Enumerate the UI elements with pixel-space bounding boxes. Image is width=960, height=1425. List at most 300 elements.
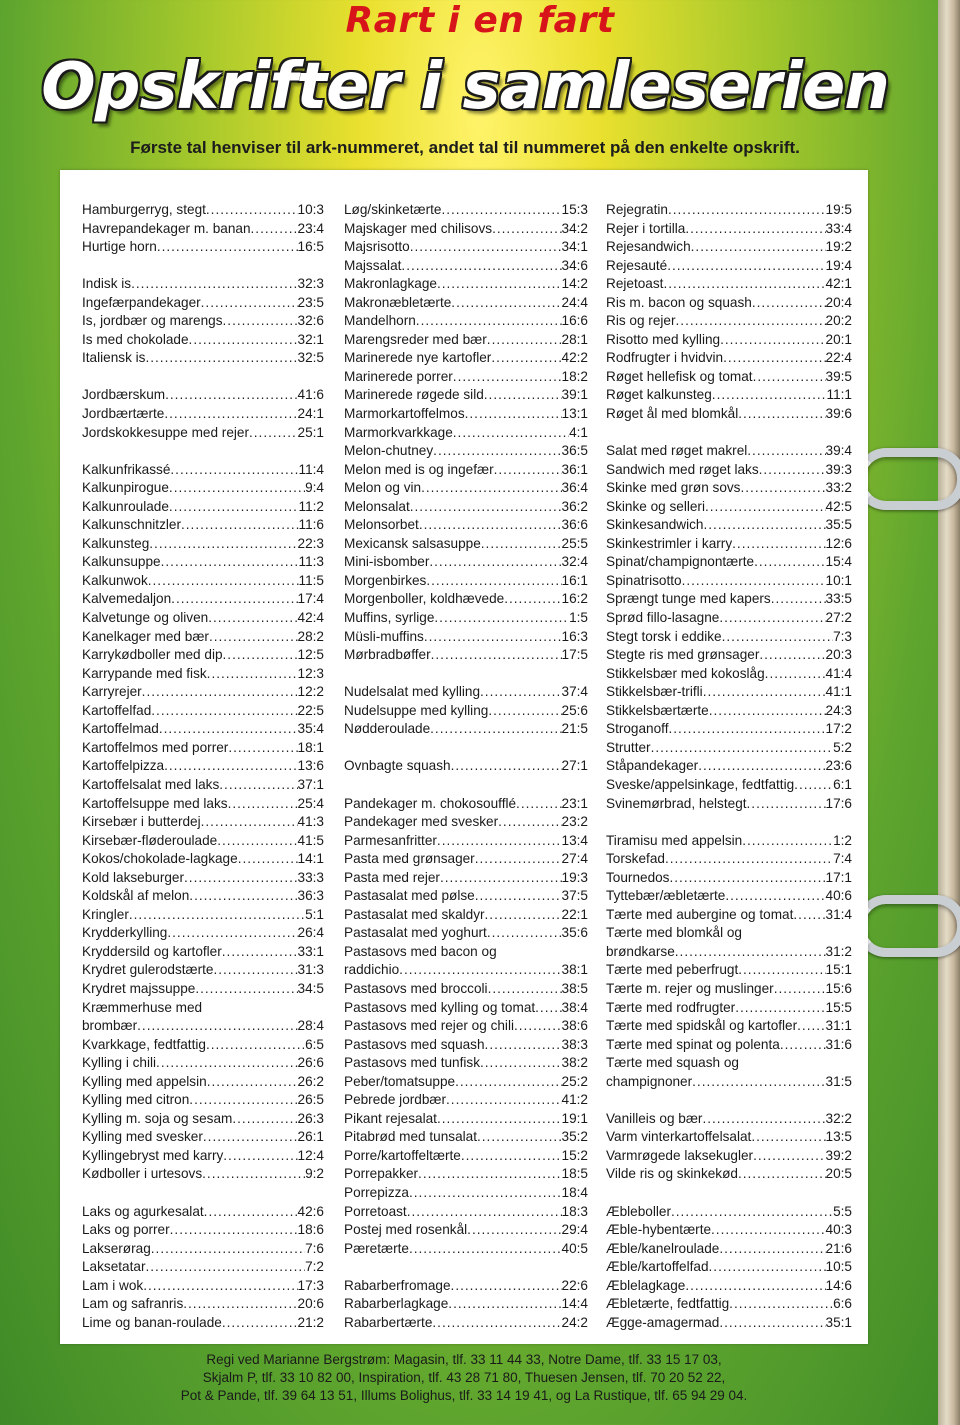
recipe-entry — [82, 1315, 324, 1334]
recipe-reference: 40:3 — [825, 1222, 852, 1238]
dot-leader — [754, 554, 825, 569]
recipe-reference: 18:6 — [297, 1222, 324, 1238]
recipe-name: Postej med rosenkål — [344, 1222, 468, 1238]
recipe-entry — [344, 851, 588, 870]
recipe-reference: 1:2 — [833, 832, 852, 848]
recipe-name: Svinemørbrad, helstegt — [606, 795, 747, 811]
dot-leader — [145, 350, 297, 365]
recipe-entry — [82, 962, 324, 981]
recipe-name: Kylling i chili — [82, 1055, 157, 1071]
recipe-entry — [344, 387, 588, 406]
dot-leader — [725, 888, 825, 903]
dot-leader — [183, 1296, 297, 1311]
dot-leader — [424, 629, 562, 644]
recipe-name: Melon med is og ingefær — [344, 461, 494, 477]
binder-ring-lower — [856, 895, 960, 957]
recipe-reference: 29:4 — [561, 1222, 588, 1238]
recipe-entry — [344, 1129, 588, 1148]
dot-leader — [477, 1129, 562, 1144]
recipe-name: Vilde ris og skinkekød — [606, 1166, 738, 1182]
dot-leader — [685, 1278, 825, 1293]
recipe-reference: 7:6 — [305, 1240, 324, 1256]
recipe-name: Varm vinterkartoffelsalat — [606, 1129, 752, 1145]
dot-leader — [742, 833, 833, 848]
recipe-name: Kalkunroulade — [82, 498, 169, 514]
dot-leader — [774, 981, 826, 996]
recipe-entry — [606, 443, 852, 462]
recipe-reference: 32:3 — [297, 276, 324, 292]
recipe-entry — [344, 962, 588, 981]
dot-leader — [455, 1074, 561, 1089]
recipe-reference: 40:6 — [825, 888, 852, 904]
dot-leader — [171, 591, 297, 606]
recipe-name: Parmesanfritter — [344, 832, 437, 848]
dot-leader — [432, 1315, 561, 1330]
recipe-name: Kartoffelfad — [82, 702, 152, 718]
recipe-name: Jordbærtærte — [82, 406, 165, 422]
recipe-name: Pasta med grønsager — [344, 851, 475, 867]
recipe-name: Melon og vin — [344, 480, 422, 496]
recipe-reference: 21:5 — [561, 721, 588, 737]
recipe-name: Pastasalat med skaldyr — [344, 906, 485, 922]
recipe-entry — [344, 610, 588, 629]
recipe-entry — [82, 1000, 324, 1019]
dot-leader — [407, 1204, 562, 1219]
recipe-name: Pikant rejesalat — [344, 1110, 437, 1126]
recipe-name: Rabarberfromage — [344, 1277, 451, 1293]
recipe-reference: 36:5 — [561, 443, 588, 459]
dot-leader — [729, 1296, 833, 1311]
recipe-reference: 34:6 — [561, 257, 588, 273]
recipe-name: Tiramisu med appelsin — [606, 832, 743, 848]
recipe-reference: 31:5 — [825, 1073, 852, 1089]
dot-leader — [410, 499, 562, 514]
recipe-reference: 32:5 — [297, 350, 324, 366]
dot-leader — [481, 536, 562, 551]
recipe-entry — [82, 406, 324, 425]
recipe-name: Karrypande med fisk — [82, 665, 207, 681]
recipe-reference: 19:3 — [561, 869, 588, 885]
dot-leader — [494, 462, 562, 477]
recipe-reference: 5:5 — [833, 1203, 852, 1219]
recipe-name: Nudelsuppe med kylling — [344, 702, 489, 718]
recipe-reference: 20:5 — [825, 1166, 852, 1182]
recipe-entry — [344, 1241, 588, 1260]
recipe-reference: 33:5 — [825, 591, 852, 607]
recipe-entry — [344, 721, 588, 740]
dot-leader — [753, 369, 826, 384]
recipe-reference: 31:1 — [825, 1018, 852, 1034]
recipe-reference: 9:2 — [305, 1166, 324, 1182]
recipe-reference: 22:5 — [297, 702, 324, 718]
recipe-name: Tærte med aubergine og tomat — [606, 906, 794, 922]
recipe-name: Stikkelsbærtærte — [606, 702, 709, 718]
recipe-name: Kartoffelsuppe med laks — [82, 795, 228, 811]
recipe-name: Æble/kartoffelfad — [606, 1259, 709, 1275]
recipe-reference: 14:6 — [825, 1277, 852, 1293]
recipe-entry — [82, 554, 324, 573]
dot-leader — [167, 925, 297, 940]
dot-leader — [159, 721, 298, 736]
recipe-name: Stegte ris med grønsager — [606, 647, 760, 663]
section-gap — [606, 425, 852, 444]
recipe-name: Lakserørag — [82, 1240, 151, 1256]
dot-leader — [161, 554, 299, 569]
dot-leader — [738, 406, 825, 421]
recipe-name: Rejetoast — [606, 276, 664, 292]
recipe-entry — [606, 796, 852, 815]
recipe-entry — [344, 981, 588, 1000]
recipe-entry — [344, 480, 588, 499]
recipe-reference: 26:3 — [297, 1110, 324, 1126]
dot-leader — [665, 851, 833, 866]
recipe-name: Stikkelsbær-trifli — [606, 684, 703, 700]
recipe-name: Kryddersild og kartofler — [82, 943, 222, 959]
recipe-entry — [344, 1055, 588, 1074]
recipe-reference: 39:3 — [825, 461, 852, 477]
recipe-name: Ris m. bacon og squash — [606, 294, 752, 310]
recipe-reference: 23:1 — [561, 795, 588, 811]
recipe-name: Pandekager med svesker — [344, 814, 499, 830]
dot-leader — [170, 462, 298, 477]
recipe-name: Kylling med appelsin — [82, 1073, 207, 1089]
dot-leader — [498, 814, 561, 829]
binder-ring-upper — [856, 448, 960, 510]
recipe-reference: 13:5 — [825, 1129, 852, 1145]
recipe-reference: 32:2 — [825, 1110, 852, 1126]
dot-leader — [453, 425, 569, 440]
recipe-entry — [82, 1222, 324, 1241]
recipe-name: Majssalat — [344, 257, 402, 273]
recipe-reference: 14:1 — [297, 851, 324, 867]
recipe-entry — [606, 629, 852, 648]
recipe-name: Marinerede porrer — [344, 368, 453, 384]
recipe-name: Kartoffelmad — [82, 721, 159, 737]
recipe-reference: 33:2 — [825, 480, 852, 496]
recipe-name: Marmorkvarkkage — [344, 424, 453, 440]
recipe-reference: 39:6 — [825, 406, 852, 422]
section-gap — [344, 666, 588, 685]
recipe-entry — [344, 1296, 588, 1315]
section-gap — [82, 443, 324, 462]
dot-leader — [437, 1111, 562, 1126]
recipe-entry — [344, 647, 588, 666]
recipe-entry — [82, 907, 324, 926]
recipe-entry — [606, 740, 852, 759]
recipe-entry — [82, 239, 324, 258]
recipe-entry — [344, 1204, 588, 1223]
recipe-entry — [606, 202, 852, 221]
dot-leader — [208, 610, 297, 625]
recipe-entry — [344, 295, 588, 314]
recipe-reference: 11:5 — [298, 572, 324, 588]
recipe-reference: 41:2 — [561, 1092, 588, 1108]
recipe-name: Løg/skinketærte — [344, 202, 442, 217]
recipe-name: Sprængt tunge med kapers — [606, 591, 771, 607]
dot-leader — [709, 703, 826, 718]
dot-leader — [771, 591, 826, 606]
recipe-entry — [82, 888, 324, 907]
recipe-name: Rabarbertærte — [344, 1314, 433, 1330]
recipe-name: Tærte med blomkål og — [606, 925, 742, 941]
recipe-reference: 6:5 — [305, 1036, 324, 1052]
recipe-reference: 38:1 — [561, 962, 588, 978]
recipe-name: Porrepakker — [344, 1166, 419, 1182]
recipe-entry — [344, 517, 588, 536]
recipe-entry — [344, 221, 588, 240]
recipe-reference: 16:1 — [561, 572, 588, 588]
dot-leader — [206, 1037, 305, 1052]
dot-leader — [492, 221, 561, 236]
recipe-entry — [606, 462, 852, 481]
recipe-name: Kalkunsteg — [82, 535, 150, 551]
recipe-entry — [344, 1278, 588, 1297]
recipe-entry — [344, 332, 588, 351]
recipe-name: Laksetatar — [82, 1259, 146, 1275]
recipe-reference: 39:2 — [825, 1147, 852, 1163]
recipe-reference: 5:1 — [305, 906, 324, 922]
dot-leader — [409, 1185, 562, 1200]
recipe-name: Makronæbletærte — [344, 294, 452, 310]
recipe-name: Tærte med spidskål og kartofler — [606, 1018, 798, 1034]
recipe-reference: 26:2 — [297, 1073, 324, 1089]
recipe-reference: 20:2 — [825, 313, 852, 329]
recipe-name: Karrykødboller med dip — [82, 647, 223, 663]
recipe-reference: 19:4 — [825, 257, 852, 273]
recipe-entry — [606, 517, 852, 536]
recipe-entry — [82, 332, 324, 351]
recipe-entry — [82, 536, 324, 555]
recipe-name: Marinerede røgede sild — [344, 387, 484, 403]
recipe-reference: 42:2 — [561, 350, 588, 366]
recipe-name: Skinke med grøn sovs — [606, 480, 741, 496]
dot-leader — [433, 443, 561, 458]
dot-leader — [419, 517, 562, 532]
recipe-reference: 13:6 — [297, 758, 324, 774]
dot-leader — [409, 1241, 562, 1256]
recipe-name: Rejer i tortilla — [606, 220, 686, 236]
dot-leader — [752, 295, 826, 310]
dot-leader — [484, 387, 562, 402]
recipe-entry — [606, 610, 852, 629]
recipe-name: Æbleboller — [606, 1203, 671, 1219]
recipe-reference: 28:4 — [297, 1018, 324, 1034]
recipe-name: Kylling med citron — [82, 1092, 190, 1108]
recipe-entry — [344, 406, 588, 425]
recipe-reference: 17:1 — [825, 869, 852, 885]
recipe-reference: 25:4 — [297, 795, 324, 811]
recipe-entry — [606, 1259, 852, 1278]
dot-leader — [735, 1000, 825, 1015]
recipe-name: Stikkelsbær med kokoslåg — [606, 665, 765, 681]
recipe-entry — [606, 332, 852, 351]
dot-leader — [702, 1111, 825, 1126]
recipe-entry — [606, 1074, 852, 1093]
dot-leader — [663, 276, 825, 291]
recipe-reference: 42:5 — [825, 498, 852, 514]
recipe-reference: 14:4 — [561, 1296, 588, 1312]
index-column-2 — [344, 202, 588, 1333]
recipe-entry — [82, 221, 324, 240]
recipe-entry — [606, 703, 852, 722]
recipe-reference: 12:5 — [297, 647, 324, 663]
recipe-name: Rejesauté — [606, 257, 668, 273]
recipe-name: Ovnbagte squash — [344, 758, 451, 774]
recipe-name: Ingefærpandekager — [82, 294, 201, 310]
recipe-entry — [82, 480, 324, 499]
recipe-entry — [344, 1315, 588, 1334]
recipe-entry — [344, 684, 588, 703]
dot-leader — [747, 796, 826, 811]
dot-leader — [491, 350, 561, 365]
dot-leader — [719, 1241, 825, 1256]
recipe-name: Laks og agurkesalat — [82, 1203, 204, 1219]
recipe-reference: 20:6 — [297, 1296, 324, 1312]
recipe-reference: 31:4 — [825, 906, 852, 922]
recipe-name: Marengsreder med bær — [344, 331, 487, 347]
recipe-reference: 35:4 — [297, 721, 324, 737]
recipe-entry — [606, 499, 852, 518]
recipe-reference: 18:1 — [297, 739, 324, 755]
recipe-reference: 32:6 — [297, 313, 324, 329]
recipe-name: Torskefad — [606, 851, 665, 867]
recipe-reference: 6:6 — [833, 1296, 852, 1312]
recipe-reference: 19:5 — [825, 202, 852, 217]
recipe-reference: 36:6 — [561, 517, 588, 533]
dot-leader — [682, 573, 826, 588]
index-column-3 — [606, 202, 852, 1333]
recipe-entry — [606, 480, 852, 499]
recipe-name: Kalvemedaljon — [82, 591, 172, 607]
recipe-name: Makronlagkage — [344, 276, 437, 292]
recipe-name: Kylling med svesker — [82, 1129, 203, 1145]
recipe-name: Risotto med kylling — [606, 331, 721, 347]
recipe-name: Melon-chutney — [344, 443, 434, 459]
recipe-name: Æbletærte, fedtfattig — [606, 1296, 730, 1312]
recipe-name: Pastasalat med yoghurt — [344, 925, 487, 941]
recipe-name: Kirsebær i butterdej — [82, 814, 201, 830]
recipe-reference: 12:6 — [825, 535, 852, 551]
recipe-entry — [606, 758, 852, 777]
recipe-reference: 17:5 — [561, 647, 588, 663]
recipe-entry — [82, 870, 324, 889]
recipe-name: brøndkarse — [606, 943, 675, 959]
recipe-entry — [82, 1018, 324, 1037]
recipe-reference: 12:3 — [297, 665, 324, 681]
recipe-entry — [82, 1148, 324, 1167]
recipe-reference: 33:4 — [825, 220, 852, 236]
recipe-reference: 34:5 — [297, 980, 324, 996]
recipe-entry — [606, 1241, 852, 1260]
recipe-name: Morgenbirkes — [344, 572, 427, 588]
recipe-name: Morgenboller, koldhævede — [344, 591, 505, 607]
dot-leader — [451, 758, 562, 773]
recipe-name: Havrepandekager m. banan — [82, 220, 251, 236]
recipe-entry — [82, 1166, 324, 1185]
recipe-reference: 32:1 — [297, 331, 324, 347]
dot-leader — [137, 1018, 297, 1033]
recipe-name: Ægge-amagermad — [606, 1314, 720, 1330]
recipe-name: Laks og porrer — [82, 1222, 170, 1238]
recipe-reference: 24:4 — [561, 294, 588, 310]
dot-leader — [429, 554, 561, 569]
recipe-reference: 19:1 — [561, 1110, 588, 1126]
recipe-entry — [82, 814, 324, 833]
recipe-entry — [344, 925, 588, 944]
dot-leader — [437, 276, 562, 291]
recipe-entry — [344, 1148, 588, 1167]
dot-leader — [189, 888, 297, 903]
recipe-entry — [82, 1241, 324, 1260]
recipe-entry — [82, 1055, 324, 1074]
recipe-reference: 11:2 — [298, 498, 324, 514]
recipe-name: Marinerede nye kartofler — [344, 350, 492, 366]
recipe-name: Pastasovs med rejer og chili — [344, 1018, 514, 1034]
recipe-reference: 15:6 — [825, 980, 852, 996]
dot-leader — [148, 573, 299, 588]
recipe-name: Marmorkartoffelmos — [344, 406, 465, 422]
recipe-entry — [344, 796, 588, 815]
recipe-entry — [606, 1018, 852, 1037]
dot-leader — [201, 814, 298, 829]
recipe-entry — [606, 888, 852, 907]
recipe-entry — [606, 907, 852, 926]
section-gap — [82, 1185, 324, 1204]
recipe-reference: 12:4 — [297, 1147, 324, 1163]
dot-leader — [691, 239, 826, 254]
section-gap — [82, 258, 324, 277]
dot-leader — [722, 629, 833, 644]
dot-leader — [203, 1129, 298, 1144]
recipe-name: brombær — [82, 1018, 138, 1034]
recipe-name: Nødderoulade — [344, 721, 431, 737]
dot-leader — [732, 536, 825, 551]
section-gap — [606, 1185, 852, 1204]
recipe-entry — [344, 350, 588, 369]
recipe-name: Rodfrugter i hvidvin — [606, 350, 724, 366]
dot-leader — [431, 647, 562, 662]
recipe-reference: 38:6 — [561, 1018, 588, 1034]
recipe-reference: 13:1 — [561, 406, 588, 422]
recipe-name: Salat med røget makrel — [606, 443, 748, 459]
recipe-entry — [606, 851, 852, 870]
recipe-reference: 38:4 — [561, 999, 588, 1015]
dot-leader — [514, 1018, 562, 1033]
dot-leader — [451, 1278, 562, 1293]
recipe-reference: 25:1 — [297, 424, 324, 440]
recipe-reference: 7:4 — [833, 851, 852, 867]
page-title: Opskrifter i samleserien — [41, 50, 889, 124]
recipe-reference: 17:3 — [297, 1277, 324, 1293]
dot-leader — [204, 1204, 298, 1219]
recipe-entry — [82, 1278, 324, 1297]
recipe-reference: 15:4 — [825, 554, 852, 570]
dot-leader — [223, 313, 298, 328]
recipe-entry — [82, 387, 324, 406]
dot-leader — [209, 629, 298, 644]
recipe-name: Kvarkkage, fedtfattig — [82, 1036, 206, 1052]
dot-leader — [430, 721, 561, 736]
dot-leader — [780, 1037, 826, 1052]
recipe-name: raddichio — [344, 962, 400, 978]
recipe-reference: 21:2 — [297, 1314, 324, 1330]
recipe-reference: 31:6 — [825, 1036, 852, 1052]
recipe-entry — [82, 573, 324, 592]
dot-leader — [703, 517, 825, 532]
recipe-reference: 33:3 — [297, 869, 324, 885]
section-gap — [344, 777, 588, 796]
recipe-reference: 15:1 — [825, 962, 852, 978]
